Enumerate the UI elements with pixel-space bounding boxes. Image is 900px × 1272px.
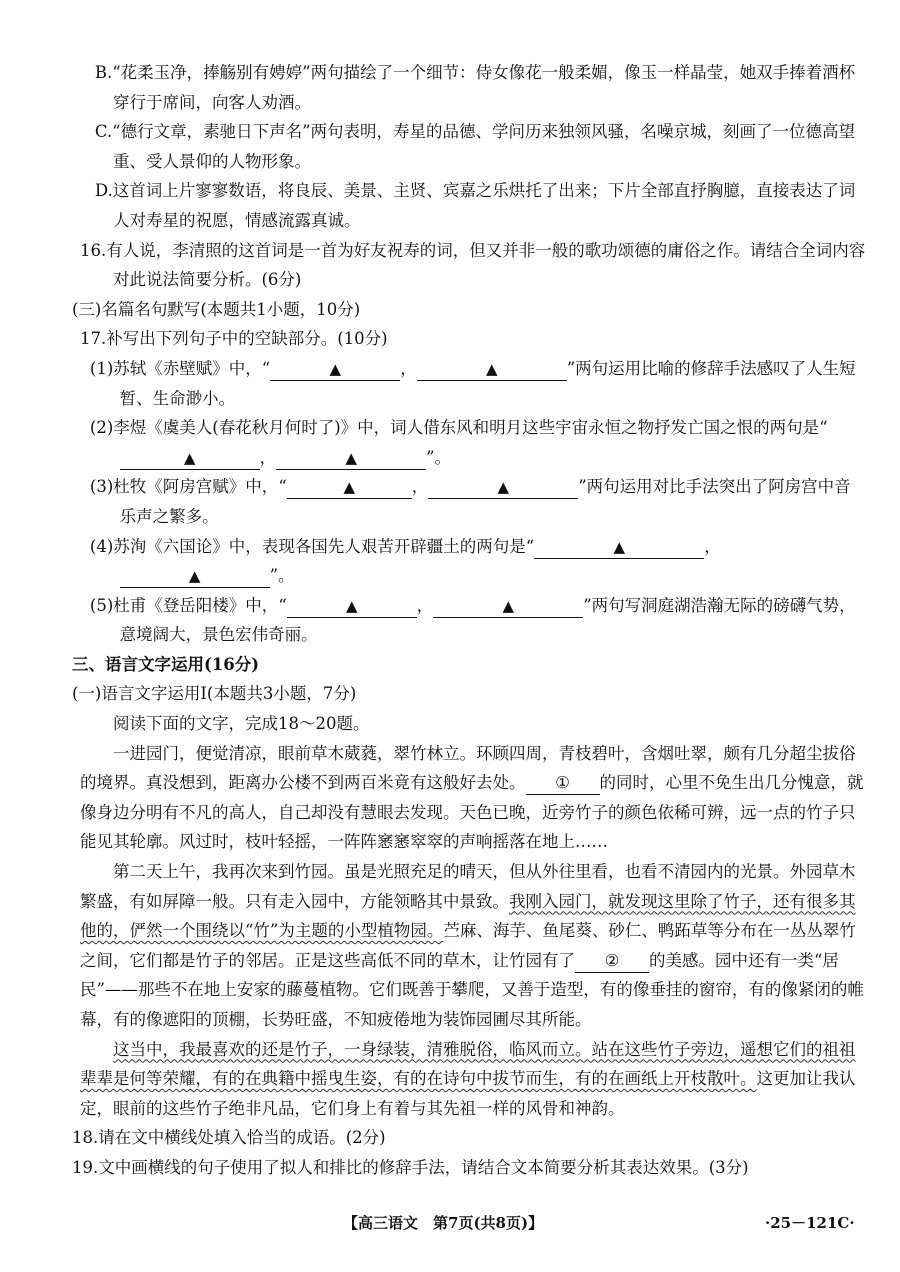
wavy-underlined-sentence: 我刚入园门，就发现这里除了竹子，还有很多其他的，俨然一个围绕以“竹”为主题的小型植物园。 — [80, 891, 856, 941]
section-3-subheading: (三)名篇名句默写(本题共1小题，10分) — [72, 299, 361, 319]
section-3-heading: 三、语言文字运用(16分) — [72, 654, 260, 674]
passage-paragraph-2: 第二天上午，我再次来到竹园。虽是光照充足的晴天，但从外往里看，也看不清园内的光景。外园草木繁盛，有如屏障一般。只有走入园中，方能领略其中景致。我刚入园门，就发现这里除了竹子，还有很多其他的，俨然一个围绕以“竹”为主题的小型植物园。苎麻、海芋、鱼尾葵、砂仁、鸭跖草等分布在一丛丛翠竹之间，它们都是竹子的邻居。正是这些高低不同的草木，让竹园有了 ② 的美感。园中还有一类“居民”——那些不在地上安家的藤蔓植物。它们既善于攀爬，又善于造型，有的像垂挂的窗帘，有的像紧闭的帷幕，有的像遮阳的顶棚，长势旺盛，不知疲倦地为装饰园圃尽其所能。 — [80, 862, 864, 1029]
passage-paragraph-1: 一进园门，便觉清凉，眼前草木葳蕤，翠竹林立。环顾四周，青枝碧叶，含烟吐翠，颇有几分超尘拔俗的境界。真没想到，距离办公楼不到两百米竟有这般好去处。 ① 的同时，心里不免生出几分愧意，就像身边分明有不凡的高人，自己却没有慧眼去发现。天色已晚，近旁竹子的颜色依稀可辨，远一点的竹子只能见其轮廓。风过时，枝叶轻摇，一阵阵窸窸窣窣的声响摇落在地上…… — [80, 743, 864, 852]
passage-paragraph-3: 这当中，我最喜欢的还是竹子，一身绿装，清雅脱俗，临风而立。站在这些竹子旁边，遥想它们的祖祖辈辈是何等荣耀，有的在典籍中摇曳生姿，有的在诗句中拔节而生，有的在画纸上开枝散叶。这更加让我认定，眼前的这些竹子绝非凡品，它们身上有着与其先祖一样的风骨和神韵。 — [80, 1039, 856, 1118]
wavy-underlined-sentence: 这当中，我最喜欢的还是竹子，一身绿装，清雅脱俗，临风而立。站在这些竹子旁边，遥想它们的祖祖辈辈是何等荣耀，有的在典籍中摇曳生姿，有的在诗句中拔节而生，有的在画纸上开枝散叶。 — [80, 1039, 856, 1089]
q17-item-2: (2)李煜《虞美人(春花秋月何时了)》中，词人借东风和明月这些宇宙永恒之物抒发亡国之恨的两句是“▲ ， ▲ ”。 — [80, 413, 866, 472]
question-18: 18.请在文中横线处填入恰当的成语。(2分) — [72, 1128, 386, 1148]
q17-item-4: (4)苏洵《六国论》中，表现各国先人艰苦开辟疆土的两句是“ ▲ ，▲ ”。 — [80, 532, 866, 591]
answer-blank[interactable]: ▲ — [120, 447, 260, 470]
answer-blank[interactable]: ▲ — [270, 358, 400, 381]
exam-code: ·25－121C· — [765, 1214, 855, 1232]
question-16: 16.有人说，李清照的这首词是一首为好友祝寿的词，但又并非一般的歌功颂德的庸俗之作。请结合全词内容对此说法简要分析。(6分) — [80, 240, 866, 290]
question-19: 19.文中画横线的句子使用了拟人和排比的修辞手法，请结合文本简要分析其表达效果。(3分) — [72, 1157, 749, 1177]
answer-blank[interactable]: ▲ — [120, 565, 270, 588]
page-footer — [0, 1212, 900, 1242]
answer-blank[interactable]: ▲ — [287, 476, 412, 499]
answer-blank[interactable]: ▲ — [287, 595, 417, 618]
section-3-part-1-heading: (一)语言文字运用Ⅰ(本题共3小题，7分) — [72, 684, 357, 704]
q17-item-1: (1)苏轼《赤壁赋》中，“ ▲ ， ▲ ”两句运用比喻的修辞手法感叹了人生短暂、生命渺小。 — [89, 358, 856, 408]
q15-option-c: C.“德行文章，素驰日下声名”两句表明，寿星的品德、学问历来独领风骚，名噪京城，刻画了一位德高望重、受人景仰的人物形象。 — [94, 122, 856, 171]
q17-item-3: (3)杜牧《阿房宫赋》中，“ ▲ ， ▲ ”两句运用对比手法突出了阿房宫中音乐声之繁多。 — [89, 477, 851, 526]
q15-option-b: B.“花柔玉净，捧觞别有娉婷”两句描绘了一个细节：侍女像花一般柔媚，像玉一样晶莹，她双手捧着酒杯穿行于席间，向客人劝酒。 — [94, 63, 856, 112]
idiom-blank-2[interactable]: ② — [575, 950, 649, 973]
answer-blank[interactable]: ▲ — [428, 476, 578, 499]
idiom-blank-1[interactable]: ① — [526, 772, 600, 795]
answer-blank[interactable]: ▲ — [417, 358, 567, 381]
question-17-title: 17.补写出下列句子中的空缺部分。(10分) — [80, 329, 388, 349]
page-number: 【高三语文 第7页(共8页)】 — [343, 1214, 544, 1232]
answer-blank[interactable]: ▲ — [276, 447, 426, 470]
answer-blank[interactable]: ▲ — [433, 595, 583, 618]
q17-item-5: (5)杜甫《登岳阳楼》中，“ ▲ ， ▲ ”两句写洞庭湖浩瀚无际的磅礴气势，意境阔大，景色宏伟奇丽。 — [89, 595, 856, 645]
answer-blank[interactable]: ▲ — [534, 536, 704, 559]
q15-option-d: D.这首词上片寥寥数语，将良辰、美景、主贤、宾嘉之乐烘托了出来；下片全部直抒胸臆，直接表达了词人对寿星的祝愿，情感流露真诚。 — [94, 181, 856, 230]
reading-instruction: 阅读下面的文字，完成18～20题。 — [113, 714, 370, 734]
